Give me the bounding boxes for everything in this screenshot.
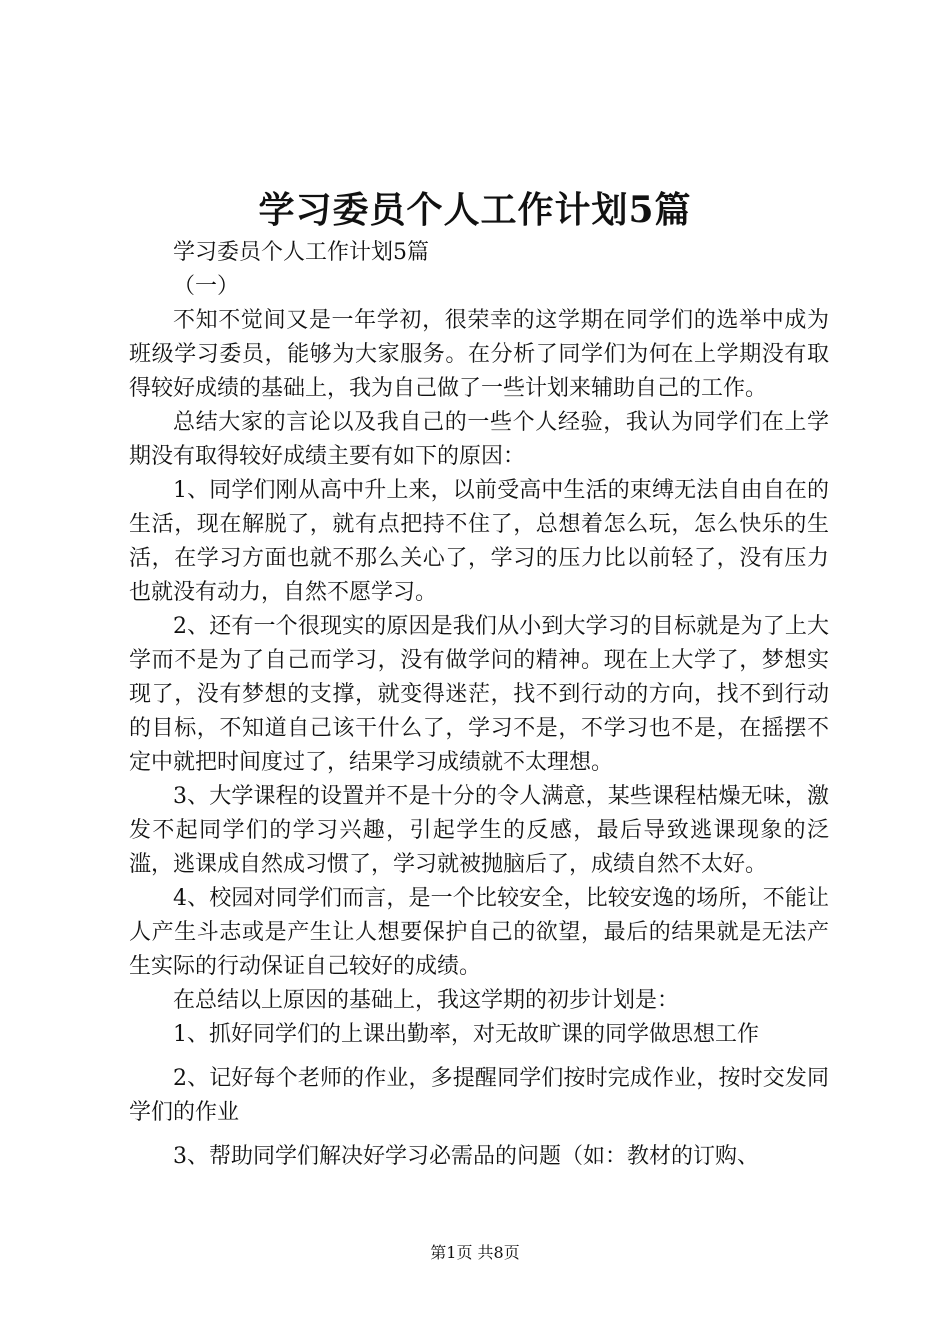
paragraph-reason-4: 4、校园对同学们而言，是一个比较安全，比较安逸的场所，不能让人产生斗志或是产生让人想要保护自己的欲望，最后的结果就是无法产生实际的行动保证自己较好的成绩。 bbox=[129, 886, 829, 979]
paragraph-plan-intro: 在总结以上原因的基础上，我这学期的初步计划是： bbox=[173, 988, 680, 1013]
document-body bbox=[129, 236, 829, 1174]
paragraph-summary: 总结大家的言论以及我自己的一些个人经验，我认为同学们在上学期没有取得较好成绩主要有如下的原因： bbox=[129, 410, 829, 469]
paragraph-plan-3: 3、帮助同学们解决好学习必需品的问题（如：教材的订购、 bbox=[173, 1144, 759, 1169]
paragraph-reason-2: 2、还有一个很现实的原因是我们从小到大学习的目标就是为了上大学而不是为了自己而学习，没有做学问的精神。现在上大学了，梦想实现了，没有梦想的支撑，就变得迷茫，找不到行动的方向，找不到行动的目标，不知道自己该干什么了，学习不是，不学习也不是，在摇摆不定中就把时间度过了，结果学习成绩就不太理想。 bbox=[129, 614, 829, 775]
paragraph-subtitle: 学习委员个人工作计划5篇 bbox=[173, 240, 429, 265]
document-title: 学习委员个人工作计划5篇 bbox=[258, 189, 692, 231]
paragraph-plan-1: 1、抓好同学们的上课出勤率，对无故旷课的同学做思想工作 bbox=[173, 1022, 759, 1047]
paragraph-intro: 不知不觉间又是一年学初，很荣幸的这学期在同学们的选举中成为班级学习委员，能够为大家服务。在分析了同学们为何在上学期没有取得较好成绩的基础上，我为自己做了一些计划来辅助自己的工作。 bbox=[129, 308, 829, 401]
page-number-footer: 第1页 共8页 bbox=[430, 1243, 520, 1262]
paragraph-reason-3: 3、大学课程的设置并不是十分的令人满意，某些课程枯燥无味，激发不起同学们的学习兴趣，引起学生的反感，最后导致逃课现象的泛滥，逃课成自然成习惯了，学习就被抛脑后了，成绩自然不太好。 bbox=[129, 784, 829, 877]
paragraph-plan-2: 2、记好每个老师的作业，多提醒同学们按时完成作业，按时交发同学们的作业 bbox=[129, 1066, 829, 1125]
paragraph-section-marker: （一） bbox=[173, 274, 240, 299]
paragraph-reason-1: 1、同学们刚从高中升上来，以前受高中生活的束缚无法自由自在的生活，现在解脱了，就有点把持不住了，总想着怎么玩，怎么快乐的生活，在学习方面也就不那么关心了，学习的压力比以前轻了，没有压力也就没有动力，自然不愿学习。 bbox=[129, 478, 829, 605]
